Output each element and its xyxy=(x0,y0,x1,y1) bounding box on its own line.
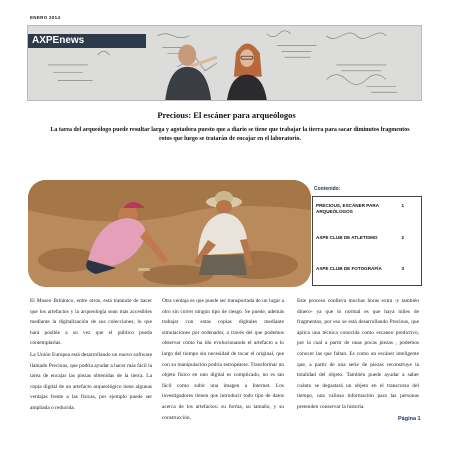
toc-title: Contenido: xyxy=(314,186,341,192)
toc-item[interactable] xyxy=(316,235,420,241)
toc-item-page: 1 xyxy=(401,203,404,208)
newsletter-logo: AXPEnews xyxy=(32,35,85,46)
paragraph: El Museo Británico, entre otros, está tratando de hacer que los artefactos y la arqueología sean más accesibles mediante la digitalización de sus colecciones, lo que hará posible a su vez que el público pueda contemplarlas. xyxy=(30,298,152,347)
toc-item[interactable] xyxy=(316,266,420,272)
paragraph: Otra ventaja es que puede ser transportada de un lugar a otro sin correr ningún tipo de riesgo. Se puede, además trabajar con estas copias digitales mediante simulaciones por ordenador, a través del que podemos observar cómo ha ido evolucionando el artefacto a lo largo del tiempo sin necesidad de tocar el original, que con su manipulación podría estropearse. Transformar un objeto físico en uno digital es complicado, no es tan fácil como subir una imagen a Internet. Los investigadores tienen que introducir todo tipo de datos acerca de los artefactos: su forma, su tamaño, y su construcción. xyxy=(162,298,284,421)
table-of-contents xyxy=(312,196,422,286)
toc-item-label: AXPE CLUB DE FOTOGRAFÍA xyxy=(316,266,382,271)
article-column-1 xyxy=(30,296,152,415)
article-column-2 xyxy=(162,296,284,424)
article-intro: La tarea del arqueólogo puede resultar larga y agotadora puesto que a diario se tiene que trabajar la tierra para sacar diminutos fragmentos rotos que luego se tratarán de encajar en el laboratorio. xyxy=(50,127,410,142)
archaeology-photo xyxy=(28,180,311,287)
article-headline: Precious: El escáner para arqueólogos xyxy=(157,110,296,120)
toc-item[interactable] xyxy=(316,203,420,215)
toc-item-page: 2 xyxy=(401,235,404,240)
paragraph: La Unión Europea está desarrollando un nuevo software llamado Precious, que podría ayudar a hacer más fácil la tarea de encajar las piezas obtenidas de la tierra. La copia digital de un artefacto arqueológico tiene algunas ventajas frente a las físicas, por ejemplo puede ser ampliada o reducida. xyxy=(30,351,152,411)
excavation-image xyxy=(28,180,311,287)
page-number: Página 1 xyxy=(398,416,421,422)
article-column-3 xyxy=(297,296,419,414)
issue-date: ENERO 2014 xyxy=(30,15,61,20)
toc-item-label: PRECIOUS, ESCÁNER PARA ARQUEÓLOGOS xyxy=(316,203,379,214)
logo-bar xyxy=(28,34,146,48)
header-banner xyxy=(27,25,422,101)
paragraph: Este proceso conlleva muchas horas extra -y también dinero- ya que lo normal es que haya miles de fragmentos, por eso se está desarrollando Precious, que aplica una técnica conocida como escaneo predictivo, por la cual a partir de unas pocas piezas , podemos conocer las que faltan. Es como un escáner inteligente que, a partir de una serie de piezas reconstruye la totalidad del objeto. También puede ayudar a saber cuánto se degastará un objeto en el transcurso del tiempo, una valiosa información para las personas pretenden conservar la historia. xyxy=(297,298,419,410)
toc-item-page: 3 xyxy=(401,266,404,271)
toc-item-label: AXPE CLUB DE ATLETISMO xyxy=(316,235,378,240)
